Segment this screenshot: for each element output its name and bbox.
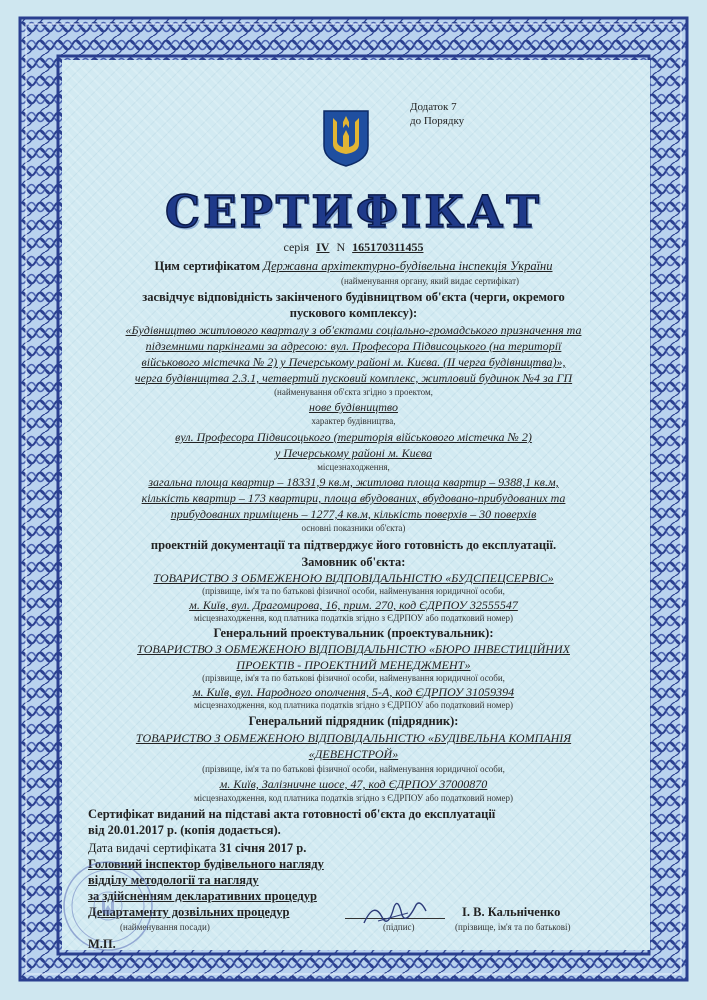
readiness-statement: проектній документації та підтверджує його готовність до експлуатації. (150, 538, 557, 552)
contractor-caption1: (прізвище, ім'я та по батькові фізичної особи, найменування юридичної особи, (202, 764, 505, 774)
issuer-lead: Цим сертифікатом (154, 259, 261, 273)
issue-date-line (88, 841, 306, 856)
issuer-line (0, 259, 707, 274)
basis-line1: Сертифікат виданий на підставі акта готовності об'єкта до експлуатації (88, 807, 496, 821)
designer-heading: Генеральний проектувальник (проектувальник): (213, 626, 494, 640)
signature-icon (360, 893, 430, 933)
certifies-line1: засвідчує відповідність закінченого будівництвом об'єкта (черги, окремого (142, 290, 565, 304)
certificate-number: 165170311455 (352, 240, 424, 254)
object-line3: військового містечка № 2) у Печерському районі м. Києва. (II черга будівництва)», (141, 355, 566, 369)
designer-name2: ПРОЕКТІВ - ПРОЕКТНИЙ МЕНЕДЖМЕНТ» (236, 658, 471, 672)
contractor-caption2: місцезнаходження, код платника податків згідно з ЄДРПОУ або податковий номер) (193, 793, 514, 803)
annex-line2: до Порядку (410, 115, 465, 127)
certificate-title: СЕРТИФІКАТ (165, 187, 542, 238)
stamp-mark: М.П. (88, 937, 116, 951)
indicators-caption: основні показники об'єкта) (301, 523, 406, 533)
location-line1: вул. Професора Підвисоцького (територія військового містечка № 2) (175, 430, 532, 444)
designer-address: м. Київ, вул. Народного ополчення, 5-А, код ЄДРПОУ 31059394 (192, 685, 515, 699)
character-value: нове будівництво (309, 400, 398, 414)
object-caption: (найменування об'єкта згідно з проектом, (274, 387, 433, 397)
contractor-name1: ТОВАРИСТВО З ОБМЕЖЕНОЮ ВІДПОВІДАЛЬНІСТЮ «БУДІВЕЛЬНА КОМПАНІЯ (135, 731, 572, 745)
indicators-line3: прибудованих приміщень – 1277,4 кв.м, кількість поверхів – 30 поверхів (170, 507, 537, 521)
object-line2: підземними паркінгами за адресою: вул. Професора Підвисоцького (на території (145, 339, 562, 353)
series-label: серія (283, 240, 310, 254)
location-caption: місцезнаходження, (317, 462, 390, 472)
name-caption: (прізвище, ім'я та по батькові) (455, 922, 571, 932)
issuer-name: Державна архітектурно-будівельна інспекція України (263, 259, 553, 273)
certifies-line2: пускового комплексу): (289, 306, 418, 320)
designer-caption2: місцезнаходження, код платника податків згідно з ЄДРПОУ або податковий номер) (193, 700, 514, 710)
contractor-name2: «ДЕВЕНСТРОЙ» (308, 747, 399, 761)
customer-caption1: (прізвище, ім'я та по батькові фізичної особи, найменування юридичної особи, (202, 586, 505, 596)
official-line1: Головний інспектор будівельного нагляду (88, 857, 324, 871)
location-line2: у Печерському районі м. Києва (275, 446, 432, 460)
series-value: IV (316, 240, 330, 254)
position-caption: (найменування посади) (120, 922, 210, 932)
designer-caption1: (прізвище, ім'я та по батькові фізичної особи, найменування юридичної особи, (202, 673, 505, 683)
issue-date-value: 31 січня 2017 р. (219, 841, 307, 855)
indicators-line2: кількість квартир – 173 квартири, площа вбудованих, вбудовано-прибудованих та (141, 491, 566, 505)
contractor-heading: Генеральний підрядник (підрядник): (248, 714, 459, 728)
series-line (0, 240, 707, 255)
issuer-caption: (найменування органу, який видає сертифікат) (340, 276, 520, 286)
signature-caption: (підпис) (383, 922, 415, 932)
customer-address: м. Київ, вул. Драгомирова, 16, прим. 270, код ЄДРПОУ 32555547 (189, 598, 518, 612)
customer-name: ТОВАРИСТВО З ОБМЕЖЕНОЮ ВІДПОВІДАЛЬНІСТЮ «БУДСПЕЦСЕРВІС» (153, 571, 554, 585)
annex-note (410, 100, 464, 128)
official-name: І. В. Кальніченко (462, 905, 561, 919)
object-line4: черга будівництва 2.3.1, четвертий пусковий комплекс, житловий будинок №4 за ГП (134, 371, 573, 385)
official-line3: за здійсненням декларативних процедур (88, 889, 317, 903)
customer-caption2: місцезнаходження, код платника податків згідно з ЄДРПОУ або податковий номер) (193, 613, 514, 623)
designer-name1: ТОВАРИСТВО З ОБМЕЖЕНОЮ ВІДПОВІДАЛЬНІСТЮ «БЮРО ІНВЕСТИЦІЙНИХ (137, 642, 570, 656)
issue-date-label: Дата видачі сертифіката (88, 841, 217, 855)
object-line1: «Будівництво житлового кварталу з об'єктами соціально-громадського призначення та (125, 323, 582, 337)
trident-emblem-icon (321, 108, 371, 168)
official-line4: Департаменту дозвільних процедур (88, 905, 290, 919)
character-caption: характер будівництва, (311, 416, 396, 426)
number-label: N (336, 240, 346, 254)
annex-line1: Додаток 7 (410, 101, 457, 113)
basis-line2: від 20.01.2017 р. (копія додається). (88, 823, 281, 837)
customer-heading: Замовник об'єкта: (301, 555, 406, 569)
indicators-line1: загальна площа квартир – 18331,9 кв.м, житлова площа квартир – 9388,1 кв.м, (148, 475, 559, 489)
official-line2: відділу методології та нагляду (88, 873, 259, 887)
contractor-address: м. Київ, Залізничне шосе, 47, код ЄДРПОУ 37000870 (219, 777, 488, 791)
